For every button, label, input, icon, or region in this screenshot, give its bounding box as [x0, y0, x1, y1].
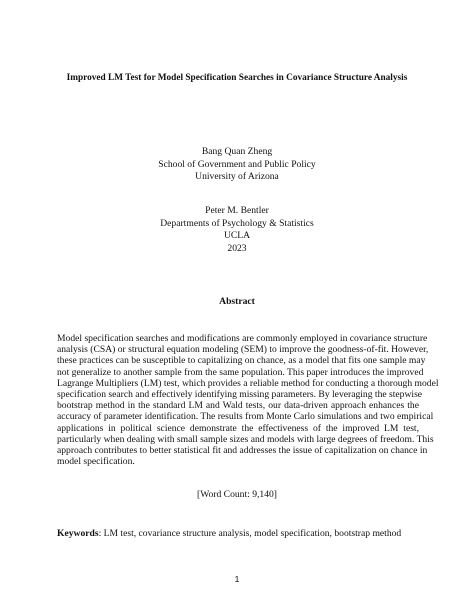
word-count: [Word Count: 9,140]: [197, 489, 277, 500]
author-affiliation: Departments of Psychology & Statistics: [160, 217, 314, 229]
author-affiliation: University of Arizona: [195, 171, 279, 182]
abstract-body: [57, 333, 439, 468]
abstract-line: not generalize to another sample from the same population. This paper introduces the improved: [57, 366, 424, 378]
abstract-line: approach contributes to better statistical fit and addresses the issue of capitalization on chance in: [57, 445, 428, 457]
abstract-line: these practices can be susceptible to capitalizing on chance, as a model that fits one sample may: [57, 355, 426, 367]
page-number: 1: [234, 574, 240, 584]
abstract-line: particularly when dealing with small sample sizes and models with large degrees of freedom. This: [57, 433, 434, 445]
author-affiliation: UCLA: [223, 230, 251, 241]
abstract-line: specification search and effectively identifying missing parameters. By leveraging the stepwise: [57, 389, 423, 401]
abstract-line: model specification.: [57, 456, 135, 468]
paper-title: Improved LM Test for Model Specification Searches in Covariance Structure Analysis: [66, 73, 408, 83]
abstract-line: Model specification searches and modifications are commonly employed in covariance structure: [57, 333, 428, 344]
abstract-line: analysis (CSA) or structural equation modeling (SEM) to improve the goodness-of-fit. However,: [57, 344, 429, 356]
author-affiliation: School of Government and Public Policy: [158, 158, 316, 170]
abstract-line: Lagrange Multipliers (LM) test, which provides a reliable method for conducting a thorough model: [57, 377, 439, 389]
keywords-label: Keywords: [57, 528, 99, 539]
keywords-text: : LM test, covariance structure analysis, model specification, bootstrap method: [98, 528, 402, 539]
author-block-2: [0, 205, 474, 243]
paper-year: 2023: [227, 243, 247, 254]
abstract-line: applications in political science demonstrate the effectiveness of the improved LM test,: [57, 422, 419, 434]
abstract-line: accuracy of parameter identification. The results from Monte Carlo simulations and two empirical: [57, 411, 434, 423]
author-block-1: [0, 146, 474, 184]
author-name: Peter M. Bentler: [205, 205, 269, 216]
author-name: Bang Quan Zheng: [201, 146, 273, 157]
abstract-heading: Abstract: [219, 296, 255, 307]
keywords-line: [57, 528, 419, 539]
abstract-line: bootstrap method in the standard LM and Wald tests, our data-driven approach enhances the: [57, 400, 419, 412]
